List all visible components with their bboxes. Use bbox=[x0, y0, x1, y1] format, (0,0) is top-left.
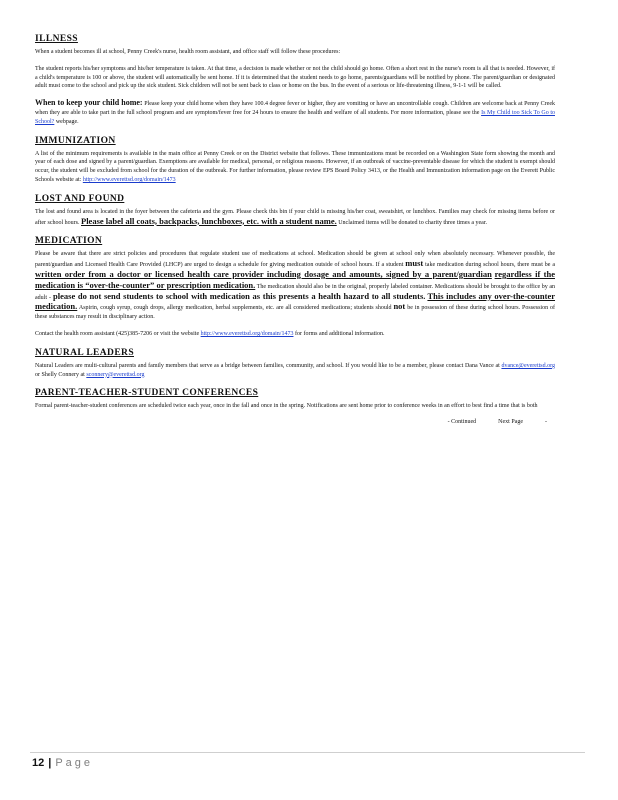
medication-contact-end: for forms and additional information. bbox=[293, 330, 385, 337]
footer-divider bbox=[30, 752, 585, 753]
medication-contact bbox=[35, 330, 555, 339]
page-number: 12 bbox=[32, 757, 45, 769]
lost-found-section bbox=[35, 194, 555, 228]
sick-page-link[interactable]: Is My Child too Sick To Go to School? bbox=[35, 109, 555, 125]
continued-note bbox=[35, 419, 555, 425]
immunization-text bbox=[35, 150, 555, 185]
dana-email-link[interactable]: dvance@everettsd.org bbox=[501, 362, 555, 369]
medication-written-order: written order from a doctor or licensed health care provider including dosage and amounts, signed by a parent/guardian bbox=[35, 268, 492, 279]
immunization-body: A list of the minimum requirements is available in the main office at Penny Creek or on the District website that follows. These immunizations must be recorded on a Washington State form showing the month and year of each dose and signed by a parent/guardian. Exemptions are available for medical, personal, or religious reasons. However, if an outbreak of vaccine-preventable disease for which the student is exempt should occur, the student will be excluded from school for the duration of the outbreak. For further information, please review EPS Board Policy 3413, or the Health and Immunization information page on the Everett Public Schools website at: bbox=[35, 150, 555, 183]
label-items-notice: Please label all coats, backpacks, lunchboxes, etc. with a student name. bbox=[81, 215, 337, 226]
medication-section bbox=[35, 236, 555, 338]
medication-regardless: regardless if the medication is “over-the-counter” or prescription medication. bbox=[35, 268, 555, 290]
natural-leaders-mid: or Shelly Connery at bbox=[35, 371, 87, 378]
medication-link[interactable]: http://www.everettsd.org/domain/1473 bbox=[200, 330, 294, 337]
illness-procedure: The student reports his/her symptoms and his/her temperature is taken. At that time, a decision is made whether or not the child should go home. Often a short rest in the nurse's room is all that is needed. However, if a child's temperature is 100 or above, the student will automatically be sent home. If it is determined that the student needs to go home, parents/guardians will be notified by phone. The parent/guardian or designated adult must come to the school and pick up the sick student. Sick children will not be sent back to class or home on the bus. In the event of a serious or life-threatening illness, 9-1-1 will be called. bbox=[35, 65, 555, 90]
when-to-keep-home-lead: When to keep your child home: bbox=[35, 98, 143, 108]
medication-must: must bbox=[405, 258, 424, 269]
illness-intro: When a student becomes ill at school, Penny Creek's nurse, health room assistant, and office staff will follow these procedures: bbox=[35, 49, 341, 55]
next-page-label: Next Page bbox=[498, 419, 523, 426]
medication-body-3: The medication should also be in the original, properly labeled container. Medications should be brought to the office by an adult - bbox=[35, 283, 555, 301]
lost-found-text bbox=[35, 208, 555, 228]
when-to-keep-home-end: webpage. bbox=[54, 118, 79, 125]
lost-found-end: Unclaimed items will be donated to charity three times a year. bbox=[336, 219, 488, 226]
continued-label: - Continued bbox=[447, 419, 477, 426]
medication-body-4: Aspirin, cough syrup, cough drops, allergy medication, herbal supplements, etc. are all considered medications; students should bbox=[77, 305, 394, 312]
medication-contact-text: Contact the health room assistant (425)385-7206 or visit the website bbox=[35, 330, 201, 337]
immunization-link[interactable]: http://www.everettsd.org/domain/1473 bbox=[82, 176, 176, 183]
natural-leaders-heading: NATURAL LEADERS bbox=[35, 347, 134, 358]
lost-found-body: The lost and found area is located in the foyer between the cafeteria and the gym. Please check this bin if your child is missing his/her coat, sweatshirt, or lunchbox. Families may check for missing items before or after school hours. bbox=[35, 208, 555, 226]
medication-heading: MEDICATION bbox=[35, 236, 103, 247]
when-to-keep-home bbox=[35, 99, 555, 126]
medication-not: not bbox=[393, 301, 406, 312]
shelly-email-link[interactable]: sconnery@everettsd.org bbox=[86, 371, 145, 378]
continued-dash: - bbox=[545, 419, 547, 426]
medication-body-5: be in possession of these during school hours. Possession of these substances may result in disciplinary action. bbox=[35, 305, 555, 321]
illness-heading: ILLNESS bbox=[35, 34, 78, 44]
illness-section bbox=[35, 34, 555, 127]
conferences-heading: PARENT-TEACHER-STUDENT CONFERENCES bbox=[35, 388, 259, 399]
natural-leaders-body: Natural Leaders are multi-cultural parents and family members that serve as a bridge between families, community, and school. If you would like to be a member, please contact Dana Vance at bbox=[35, 362, 502, 369]
natural-leaders-text bbox=[35, 362, 555, 380]
lost-found-heading: LOST AND FOUND bbox=[35, 193, 125, 204]
page-word: Page bbox=[55, 757, 94, 769]
page-content bbox=[35, 34, 555, 434]
medication-text bbox=[35, 250, 555, 322]
conferences-text: Formal parent-teacher-student conferences are scheduled twice each year, once in the fall and once in the spring. Notifications are sent home prior to conference weeks in an effort to best find a time that is both bbox=[35, 403, 538, 410]
medication-body-2: take medication during school hours, there must be a bbox=[423, 262, 555, 269]
conferences-section bbox=[35, 388, 555, 425]
immunization-heading: IMMUNIZATION bbox=[35, 135, 116, 146]
page-footer bbox=[32, 757, 93, 769]
medication-otc-notice: This includes any over-the-counter medication. bbox=[35, 290, 556, 312]
medication-body-1: Please be aware that there are strict policies and procedures that regulate student use of medications at school. Medication should be given at school only when absolutely necessary. Whenever possible, the parent/guardian and Licensed Health Care Provided (LHCP) are urged to design a schedule for giving medication outside of school hours. If a student bbox=[35, 251, 555, 269]
natural-leaders-section bbox=[35, 348, 555, 380]
footer-separator: | bbox=[48, 757, 52, 769]
when-to-keep-home-text: Please keep your child home when they have 100.4 degree fever or higher, they are vomiting or have an uncontrollable cough. Children are welcome back at Penny Creek when they are able to take part in the full school program and are symptom/fever free for 24 hours to ensure the health and welfare of all students. For more information, please see the bbox=[35, 101, 555, 116]
medication-do-not-send: please do not send students to school with medication as this presents a health hazard to all students. bbox=[53, 290, 426, 301]
immunization-section bbox=[35, 136, 555, 185]
